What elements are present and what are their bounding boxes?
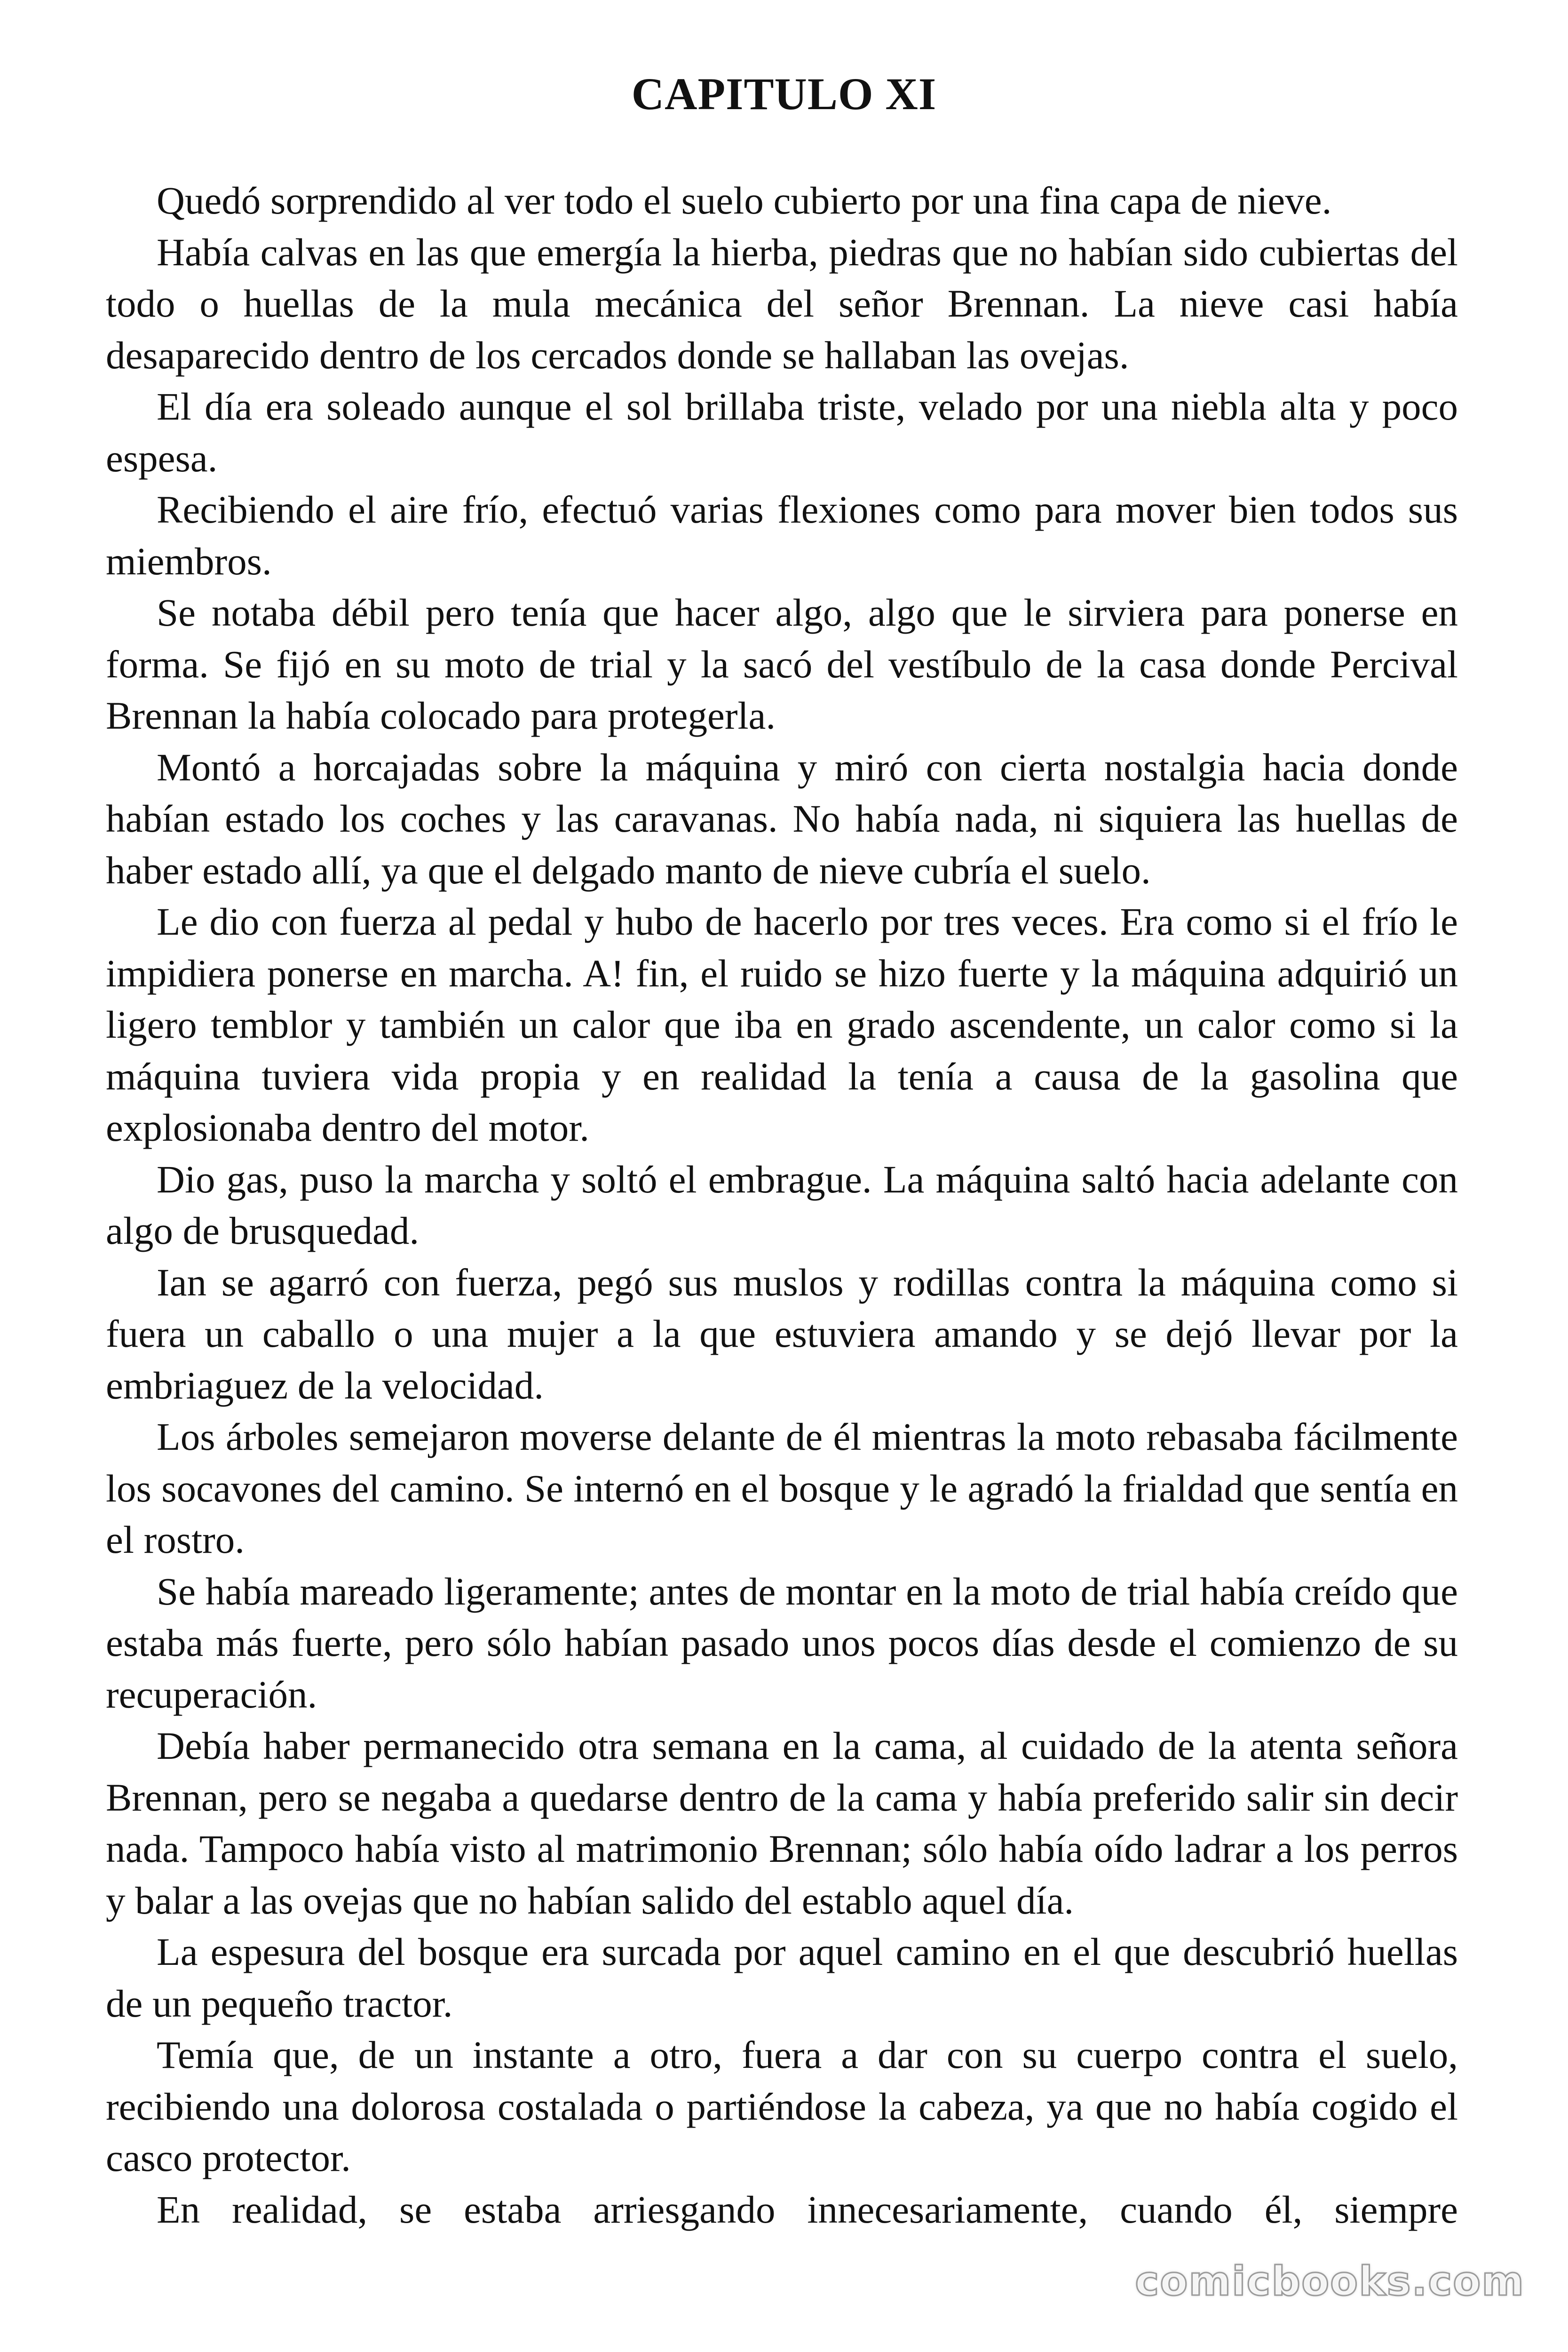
paragraph-11: Se había mareado ligeramente; antes de montar en la moto de trial había creído que estaba más fuerte, pero sólo habían pasado unos pocos días desde el comienzo de su recuperación. [106,1569,1458,1716]
paragraph-1: Quedó sorprendido al ver todo el suelo cubierto por una fina capa de nieve. [157,179,1332,222]
paragraph-13: La espesura del bosque era surcada por aquel camino en el que descubrió huellas de un pequeño tractor. [106,1930,1458,2025]
paragraph-14: Temía que, de un instante a otro, fuera a dar con su cuerpo contra el suelo, recibiendo una dolorosa costalada o partiéndose la cabeza, ya que no había cogido el casco protector. [106,2033,1458,2179]
watermark-logo: comicbooks.com [1135,2258,1525,2305]
paragraph-10: Los árboles semejaron moverse delante de él mientras la moto rebasaba fácilmente los socavones del camino. Se internó en el bosque y le agradó la frialdad que sentía en el rostro. [106,1415,1458,1561]
paragraph-4: Recibiendo el aire frío, efectuó varias flexiones como para mover bien todos sus miembros. [106,488,1458,583]
chapter-body [106,175,1458,2235]
paragraph-15: En realidad, se estaba arriesgando innecesariamente, cuando él, siempre [157,2187,1458,2231]
paragraph-7: Le dio con fuerza al pedal y hubo de hacerlo por tres veces. Era como si el frío le impidiera ponerse en marcha. A! fin, el ruido se hizo fuerte y la máquina adquirió un ligero temblor y también un calor que iba en grado ascendente, un calor como si la máquina tuviera vida propia y en realidad la tenía a causa de la gasolina que explosionaba dentro del motor. [106,900,1458,1149]
paragraph-9: Ian se agarró con fuerza, pegó sus muslos y rodillas contra la máquina como si fuera un caballo o una mujer a la que estuviera amando y se dejó llevar por la embriaguez de la velocidad. [106,1260,1458,1407]
chapter-title: CAPITULO XI [631,69,937,119]
paragraph-12: Debía haber permanecido otra semana en la cama, al cuidado de la atenta señora Brennan, pero se negaba a quedarse dentro de la cama y había preferido salir sin decir nada. Tampoco había visto al matrimonio Brennan; sólo había oído ladrar a los perros y balar a las ovejas que no habían salido del establo aquel día. [106,1724,1458,1922]
paragraph-6: Montó a horcajadas sobre la máquina y miró con cierta nostalgia hacia donde habían estado los coches y las caravanas. No había nada, ni siquiera las huellas de haber estado allí, ya que el delgado manto de nieve cubría el suelo. [106,745,1458,892]
paragraph-2: Había calvas en las que emergía la hierba, piedras que no habían sido cubiertas del todo o huellas de la mula mecánica del señor Brennan. La nieve casi había desaparecido dentro de los cercados donde se hallaban las ovejas. [106,230,1458,377]
paragraph-5: Se notaba débil pero tenía que hacer algo, algo que le sirviera para ponerse en forma. Se fijó en su moto de trial y la sacó del vestíbulo de la casa donde Percival Brennan la había colocado para protegerla. [106,591,1458,737]
paragraph-3: El día era soleado aunque el sol brillaba triste, velado por una niebla alta y poco espesa. [106,385,1458,480]
paragraph-8: Dio gas, puso la marcha y soltó el embrague. La máquina saltó hacia adelante con algo de brusquedad. [106,1157,1458,1252]
